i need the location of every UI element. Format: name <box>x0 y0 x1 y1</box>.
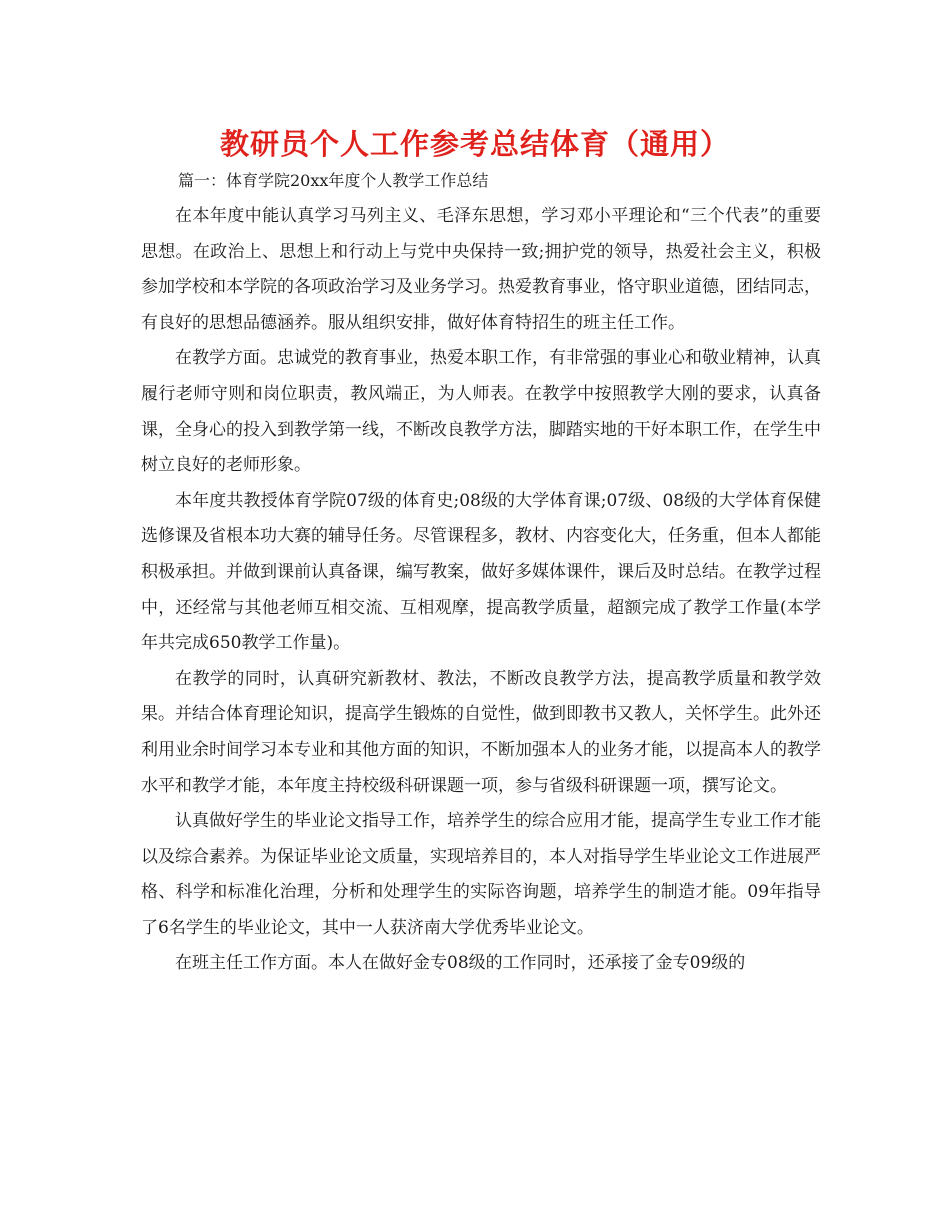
paragraph-political: 在本年度中能认真学习马列主义、毛泽东思想，学习邓小平理论和“三个代表”的重要思想。在政治上、思想上和行动上与党中央保持一致;拥护党的领导，热爱社会主义，积极参加学校和本学院的各项政治学习及业务学习。热爱教育事业，恪守职业道德，团结同志，有良好的思想品德涵养。服从组织安排，做好体育特招生的班主任工作。 <box>141 206 821 333</box>
paragraph-thesis-guidance: 认真做好学生的毕业论文指导工作，培养学生的综合应用才能，提高学生专业工作才能以及综合素养。为保证毕业论文质量，实现培养目的，本人对指导学生毕业论文工作进展严格、科学和标准化治理，分析和处理学生的实际咨询题，培养学生的制造才能。09年指导了6名学生的毕业论文，其中一人获济南大学优秀毕业论文。 <box>141 811 821 938</box>
document-title: 教研员个人工作参考总结体育（通用） <box>219 127 730 161</box>
document-body <box>141 199 821 982</box>
paragraph-research: 在教学的同时，认真研究新教材、教法，不断改良教学方法，提高教学质量和教学效果。并结合体育理论知识，提高学生锻炼的自觉性，做到即教书又教人，关怀学生。此外还利用业余时间学习本专业和其他方面的知识，不断加强本人的业务才能，以提高本人的教学水平和教学才能，本年度主持校级科研课题一项，参与省级科研课题一项，撰写论文。 <box>141 668 821 796</box>
paragraph-teaching: 在教学方面。忠诚党的教育事业，热爱本职工作，有非常强的事业心和敬业精神，认真履行老师守则和岗位职责，教风端正，为人师表。在教学中按照教学大刚的要求，认真备课，全身心的投入到教学第一线，不断改良教学方法，脚踏实地的干好本职工作，在学生中树立良好的老师形象。 <box>141 348 821 476</box>
document-subtitle: 篇一：体育学院20xx年度个人教学工作总结 <box>178 171 489 190</box>
paragraph-courses: 本年度共教授体育学院07级的体育史;08级的大学体育课;07级、08级的大学体育保健选修课及省根本功大赛的辅导任务。尽管课程多，教材、内容变化大，任务重，但本人都能积极承担。并做到课前认真备课，编写教案，做好多媒体课件，课后及时总结。在教学过程中，还经常与其他老师互相交流、互相观摩，提高教学质量，超额完成了教学工作量(本学年共完成650教学工作量)。 <box>141 490 821 654</box>
paragraph-class-teacher: 在班主任工作方面。本人在做好金专08级的工作同时，还承接了金专09级的 <box>175 953 746 974</box>
